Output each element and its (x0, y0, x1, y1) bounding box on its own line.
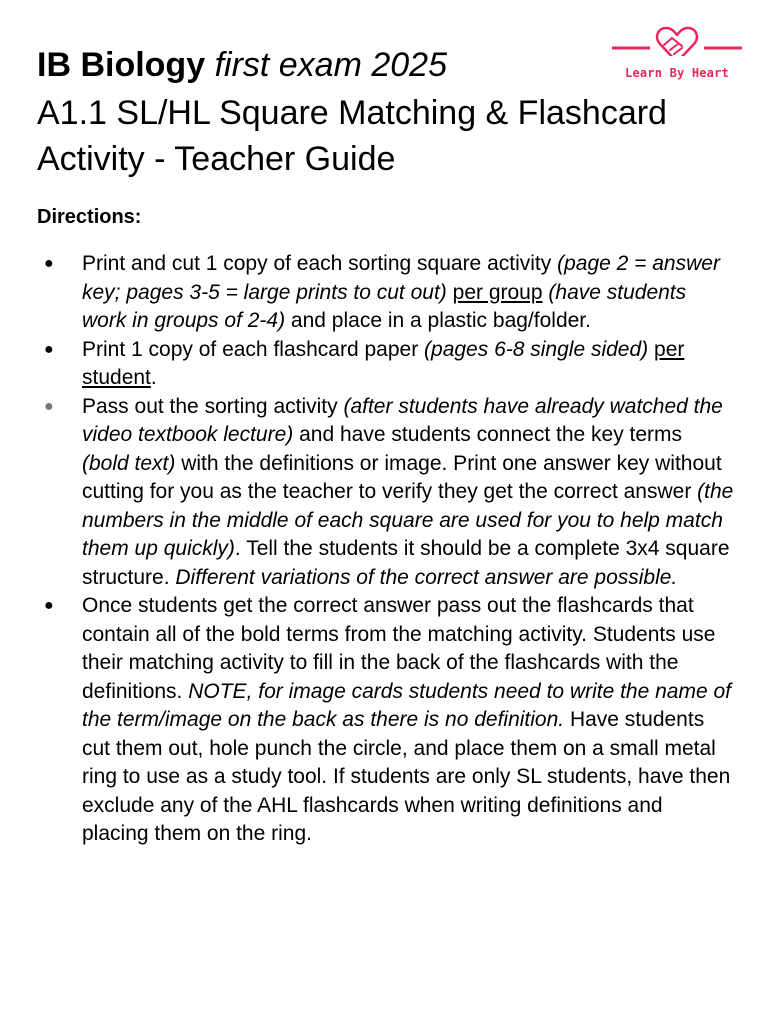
list-item (44, 592, 734, 849)
bullet-text: Print and cut 1 copy of each sorting square activity (82, 252, 558, 275)
bullet-text: Print 1 copy of each flashcard paper (82, 337, 425, 361)
bullet-text: with the definitions or image. Print one answer key without cutting for you as the teacher to verify they get the correct answer (82, 451, 722, 503)
bullet-text-italic: (page 2 = answer key; pages 3-5 = large prints to cut out) (82, 252, 720, 304)
logo-text: Learn By Heart (625, 66, 729, 80)
bullet-text: Pass out the sorting activity (82, 394, 344, 418)
list-item (44, 393, 734, 593)
bullet-text-italic: (bold text) (82, 451, 176, 475)
list-item (44, 336, 734, 393)
list-item (44, 250, 734, 336)
bullet-text: and place in a plastic bag/folder. (285, 309, 591, 332)
heart-handshake-icon (612, 26, 742, 56)
directions-heading: Directions: (37, 206, 142, 228)
bullet-text: . (150, 366, 157, 389)
title-subject: IB Biology (37, 46, 206, 84)
bullet-text: Once students get the correct answer pass out the flashcards that contain all of the bold terms from the matching activity. Students use their matching activity to fill in the back of the flashcards with the definitions. (82, 594, 716, 703)
bullet-icon: ● (44, 340, 54, 358)
bullet-text-italic: (pages 6-8 single sided) (424, 337, 649, 361)
bullet-text: . Tell the students it should be a complete 3x4 square structure. (82, 537, 730, 589)
bullet-text-italic: (after students have already watched the video textbook lecture) (82, 394, 723, 446)
bullet-text: and have students connect the key terms (293, 423, 683, 446)
bullet-text-underlined: per student (82, 337, 685, 389)
learn-by-heart-logo (612, 16, 742, 86)
bullet-icon: ● (44, 597, 54, 614)
bullet-icon: ● (44, 397, 54, 415)
page-title (37, 44, 447, 86)
bullet-text-underlined: per group (452, 280, 543, 304)
page-subtitle: A1.1 SL/HL Square Matching & Flashcard Activity - Teacher Guide (37, 94, 667, 178)
bullet-text: Have students cut them out, hole punch the circle, and place them on a small metal ring to use as a study tool. If students are only SL students, have then exclude any of the AHL flashcards when writing definitions and placing them on the ring. (82, 708, 731, 845)
bullet-text-italic: (the numbers in the middle of each square are used for you to help match them up quickly) (82, 480, 734, 560)
bullet-icon: ● (44, 255, 54, 272)
title-exam-year: first exam 2025 (214, 46, 448, 84)
bullet-text-italic: Different variations of the correct answer are possible. (175, 565, 678, 589)
bullet-text-italic: (have students work in groups of 2-4) (82, 280, 687, 332)
bullet-text-italic: NOTE, for image cards students need to write the name of the term/image on the back as there is no definition. (82, 679, 731, 731)
directions-list (44, 250, 734, 849)
